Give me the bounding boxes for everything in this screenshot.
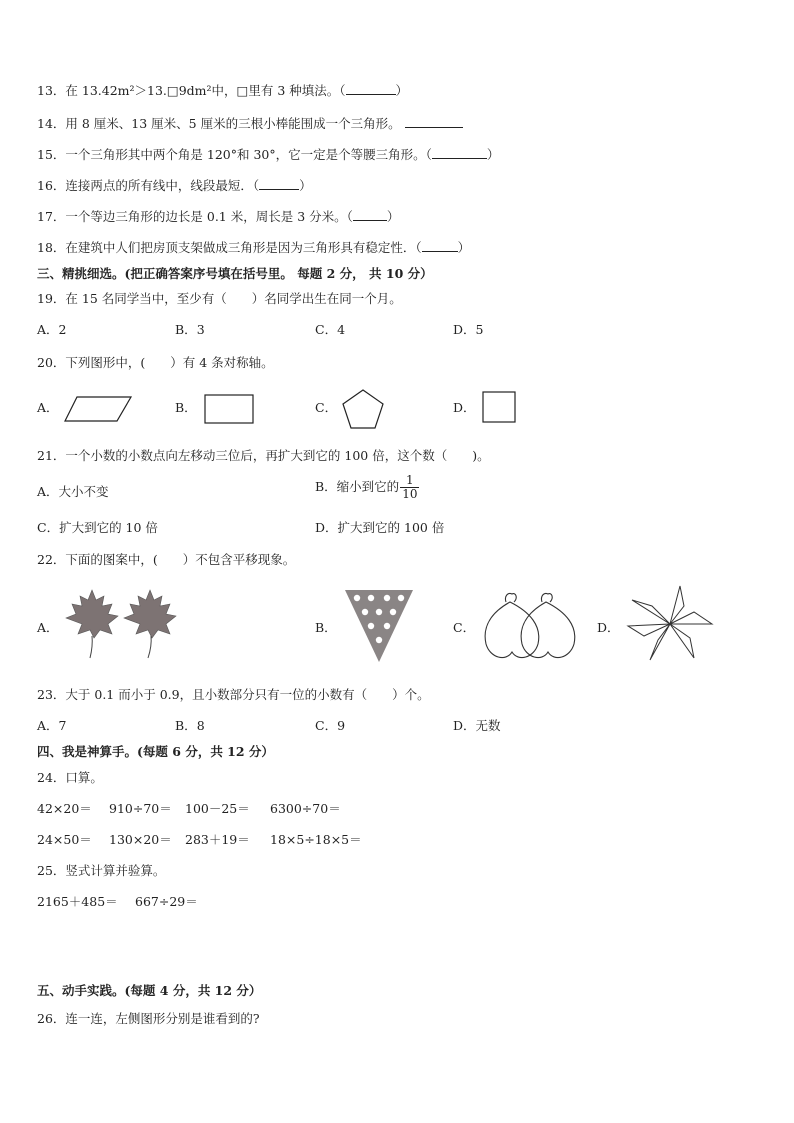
option-text: 4 — [337, 322, 346, 337]
option-b[interactable] — [175, 321, 205, 339]
calc-item: 130×20＝ — [109, 832, 172, 847]
section-heading-3: 三、精挑细选。(把正确答案序号填在括号里。 每题 2 分， 共 10 分） — [37, 266, 433, 281]
fraction-numerator: 1 — [400, 474, 419, 488]
answer-blank[interactable] — [353, 208, 387, 221]
question-tail: ） — [386, 209, 400, 224]
option-c[interactable] — [315, 321, 345, 339]
section-heading-4: 四、我是神算手。(每题 6 分，共 12 分） — [37, 744, 274, 759]
question-text: 用 8 厘米、13 厘米、5 厘米的三根小棒能围成一个三角形。 — [65, 116, 401, 131]
option-a[interactable] — [37, 717, 66, 735]
option-label: C． — [315, 718, 338, 733]
calc-item: 42×20＝ — [37, 801, 92, 816]
section-heading-5: 五、动手实践。(每题 4 分，共 12 分） — [37, 983, 262, 998]
pentagon-figure[interactable] — [341, 388, 385, 430]
option-text: 无数 — [475, 718, 501, 733]
question-number: 13． — [37, 83, 66, 98]
question-26-stem: 26．连一连，左侧图形分别是谁看到的? — [37, 1011, 260, 1026]
calc-item: 2165＋485＝ — [37, 894, 118, 909]
option-b[interactable] — [175, 399, 197, 417]
option-b[interactable] — [175, 717, 205, 735]
option-label: A． — [37, 322, 59, 337]
question-21-stem: 21．一个小数的小数点向左移动三位后，再扩大到它的 100 倍，这个数（ )。 — [37, 448, 490, 463]
option-label: B． — [175, 718, 197, 733]
option-d[interactable] — [597, 619, 620, 637]
option-label: D． — [453, 322, 476, 337]
question-number: 14． — [37, 116, 66, 131]
maple-leaves-image[interactable] — [62, 588, 178, 660]
question-text: 在建筑中人们把房顶支架做成三角形是因为三角形具有稳定性．（ — [65, 240, 422, 255]
option-label: C． — [315, 322, 338, 337]
question-text: 一个三角形其中两个角是 120°和 30°，它一定是个等腰三角形。（ — [65, 147, 432, 162]
answer-blank[interactable] — [422, 239, 458, 252]
question-number: 17． — [37, 209, 66, 224]
fraction — [400, 474, 419, 501]
option-label: C． — [315, 400, 338, 415]
option-a[interactable]: A．大小不变 — [37, 484, 109, 499]
calc-item: 24×50＝ — [37, 832, 92, 847]
calc-item: 283＋19＝ — [185, 832, 250, 847]
question-19-stem: 19．在 15 名同学当中，至少有（ ）名同学出生在同一个月。 — [37, 291, 402, 306]
question-17 — [37, 208, 399, 226]
two-hearts-birds-image[interactable] — [480, 588, 580, 664]
question-text: 在 13.42m²＞13.□9dm²中，□里有 3 种填法。（ — [65, 83, 346, 98]
question-13 — [37, 82, 408, 100]
answer-blank[interactable] — [432, 146, 487, 159]
option-d[interactable] — [453, 321, 483, 339]
option-c[interactable] — [315, 717, 345, 735]
question-tail: ） — [395, 83, 409, 98]
pinwheel-image[interactable] — [624, 582, 716, 664]
option-d[interactable]: D．扩大到它的 100 倍 — [315, 520, 445, 535]
option-label: B． — [315, 620, 337, 635]
option-text: 7 — [58, 718, 67, 733]
answer-blank[interactable] — [405, 115, 463, 128]
question-24-stem: 24．口算。 — [37, 770, 103, 785]
option-label: A． — [37, 718, 59, 733]
question-14 — [37, 115, 463, 133]
question-text: 连接两点的所有线中，线段最短．（ — [65, 178, 260, 193]
calc-item: 100－25＝ — [185, 801, 250, 816]
option-label: B． — [175, 322, 197, 337]
option-text: 2 — [58, 322, 67, 337]
question-15 — [37, 146, 499, 164]
question-tail: ） — [486, 147, 500, 162]
option-text: 9 — [337, 718, 346, 733]
square-figure[interactable] — [481, 390, 517, 424]
option-label: A． — [37, 400, 59, 415]
rectangle-figure[interactable] — [203, 393, 255, 425]
option-b[interactable] — [315, 619, 337, 637]
question-22-stem: 22．下面的图案中，( ）不包含平移现象。 — [37, 552, 296, 567]
question-25-stem: 25．竖式计算并验算。 — [37, 863, 166, 878]
option-c[interactable] — [453, 619, 475, 637]
option-label: D． — [453, 718, 476, 733]
question-23-stem: 23．大于 0.1 而小于 0.9，且小数部分只有一位的小数有（ ）个。 — [37, 687, 430, 702]
question-number: 16． — [37, 178, 66, 193]
question-number: 18． — [37, 240, 66, 255]
option-a[interactable] — [37, 619, 59, 637]
parallelogram-figure[interactable] — [63, 395, 133, 425]
option-text: 5 — [475, 322, 484, 337]
triangle-snowflake-image[interactable] — [343, 588, 415, 664]
question-number: 15． — [37, 147, 66, 162]
option-text: B．缩小到它的 — [315, 479, 400, 494]
option-label: B． — [175, 400, 197, 415]
fraction-denominator: 10 — [402, 487, 418, 501]
question-16 — [37, 177, 312, 195]
option-c[interactable] — [315, 399, 337, 417]
option-c[interactable]: C．扩大到它的 10 倍 — [37, 520, 158, 535]
question-text: 一个等边三角形的边长是 0.1 米，周长是 3 分米。（ — [65, 209, 353, 224]
option-d[interactable] — [453, 399, 476, 417]
option-a[interactable] — [37, 399, 59, 417]
calc-item: 6300÷70＝ — [270, 801, 341, 816]
option-label: D． — [453, 400, 476, 415]
answer-blank[interactable] — [346, 82, 396, 95]
option-label: C． — [453, 620, 476, 635]
calc-item: 18×5÷18×5＝ — [270, 832, 362, 847]
option-d[interactable] — [453, 717, 501, 735]
option-text: 8 — [196, 718, 205, 733]
calc-item: 667÷29＝ — [135, 894, 198, 909]
question-tail: ） — [299, 178, 312, 193]
option-label: D． — [597, 620, 620, 635]
answer-blank[interactable] — [259, 177, 299, 190]
option-b[interactable] — [315, 474, 419, 501]
question-18 — [37, 239, 470, 257]
question-20-stem: 20．下列图形中，( ）有 4 条对称轴。 — [37, 355, 274, 370]
option-label: A． — [37, 620, 59, 635]
option-a[interactable] — [37, 321, 66, 339]
option-text: 3 — [196, 322, 205, 337]
calc-item: 910÷70＝ — [109, 801, 172, 816]
question-tail: ） — [457, 240, 471, 255]
